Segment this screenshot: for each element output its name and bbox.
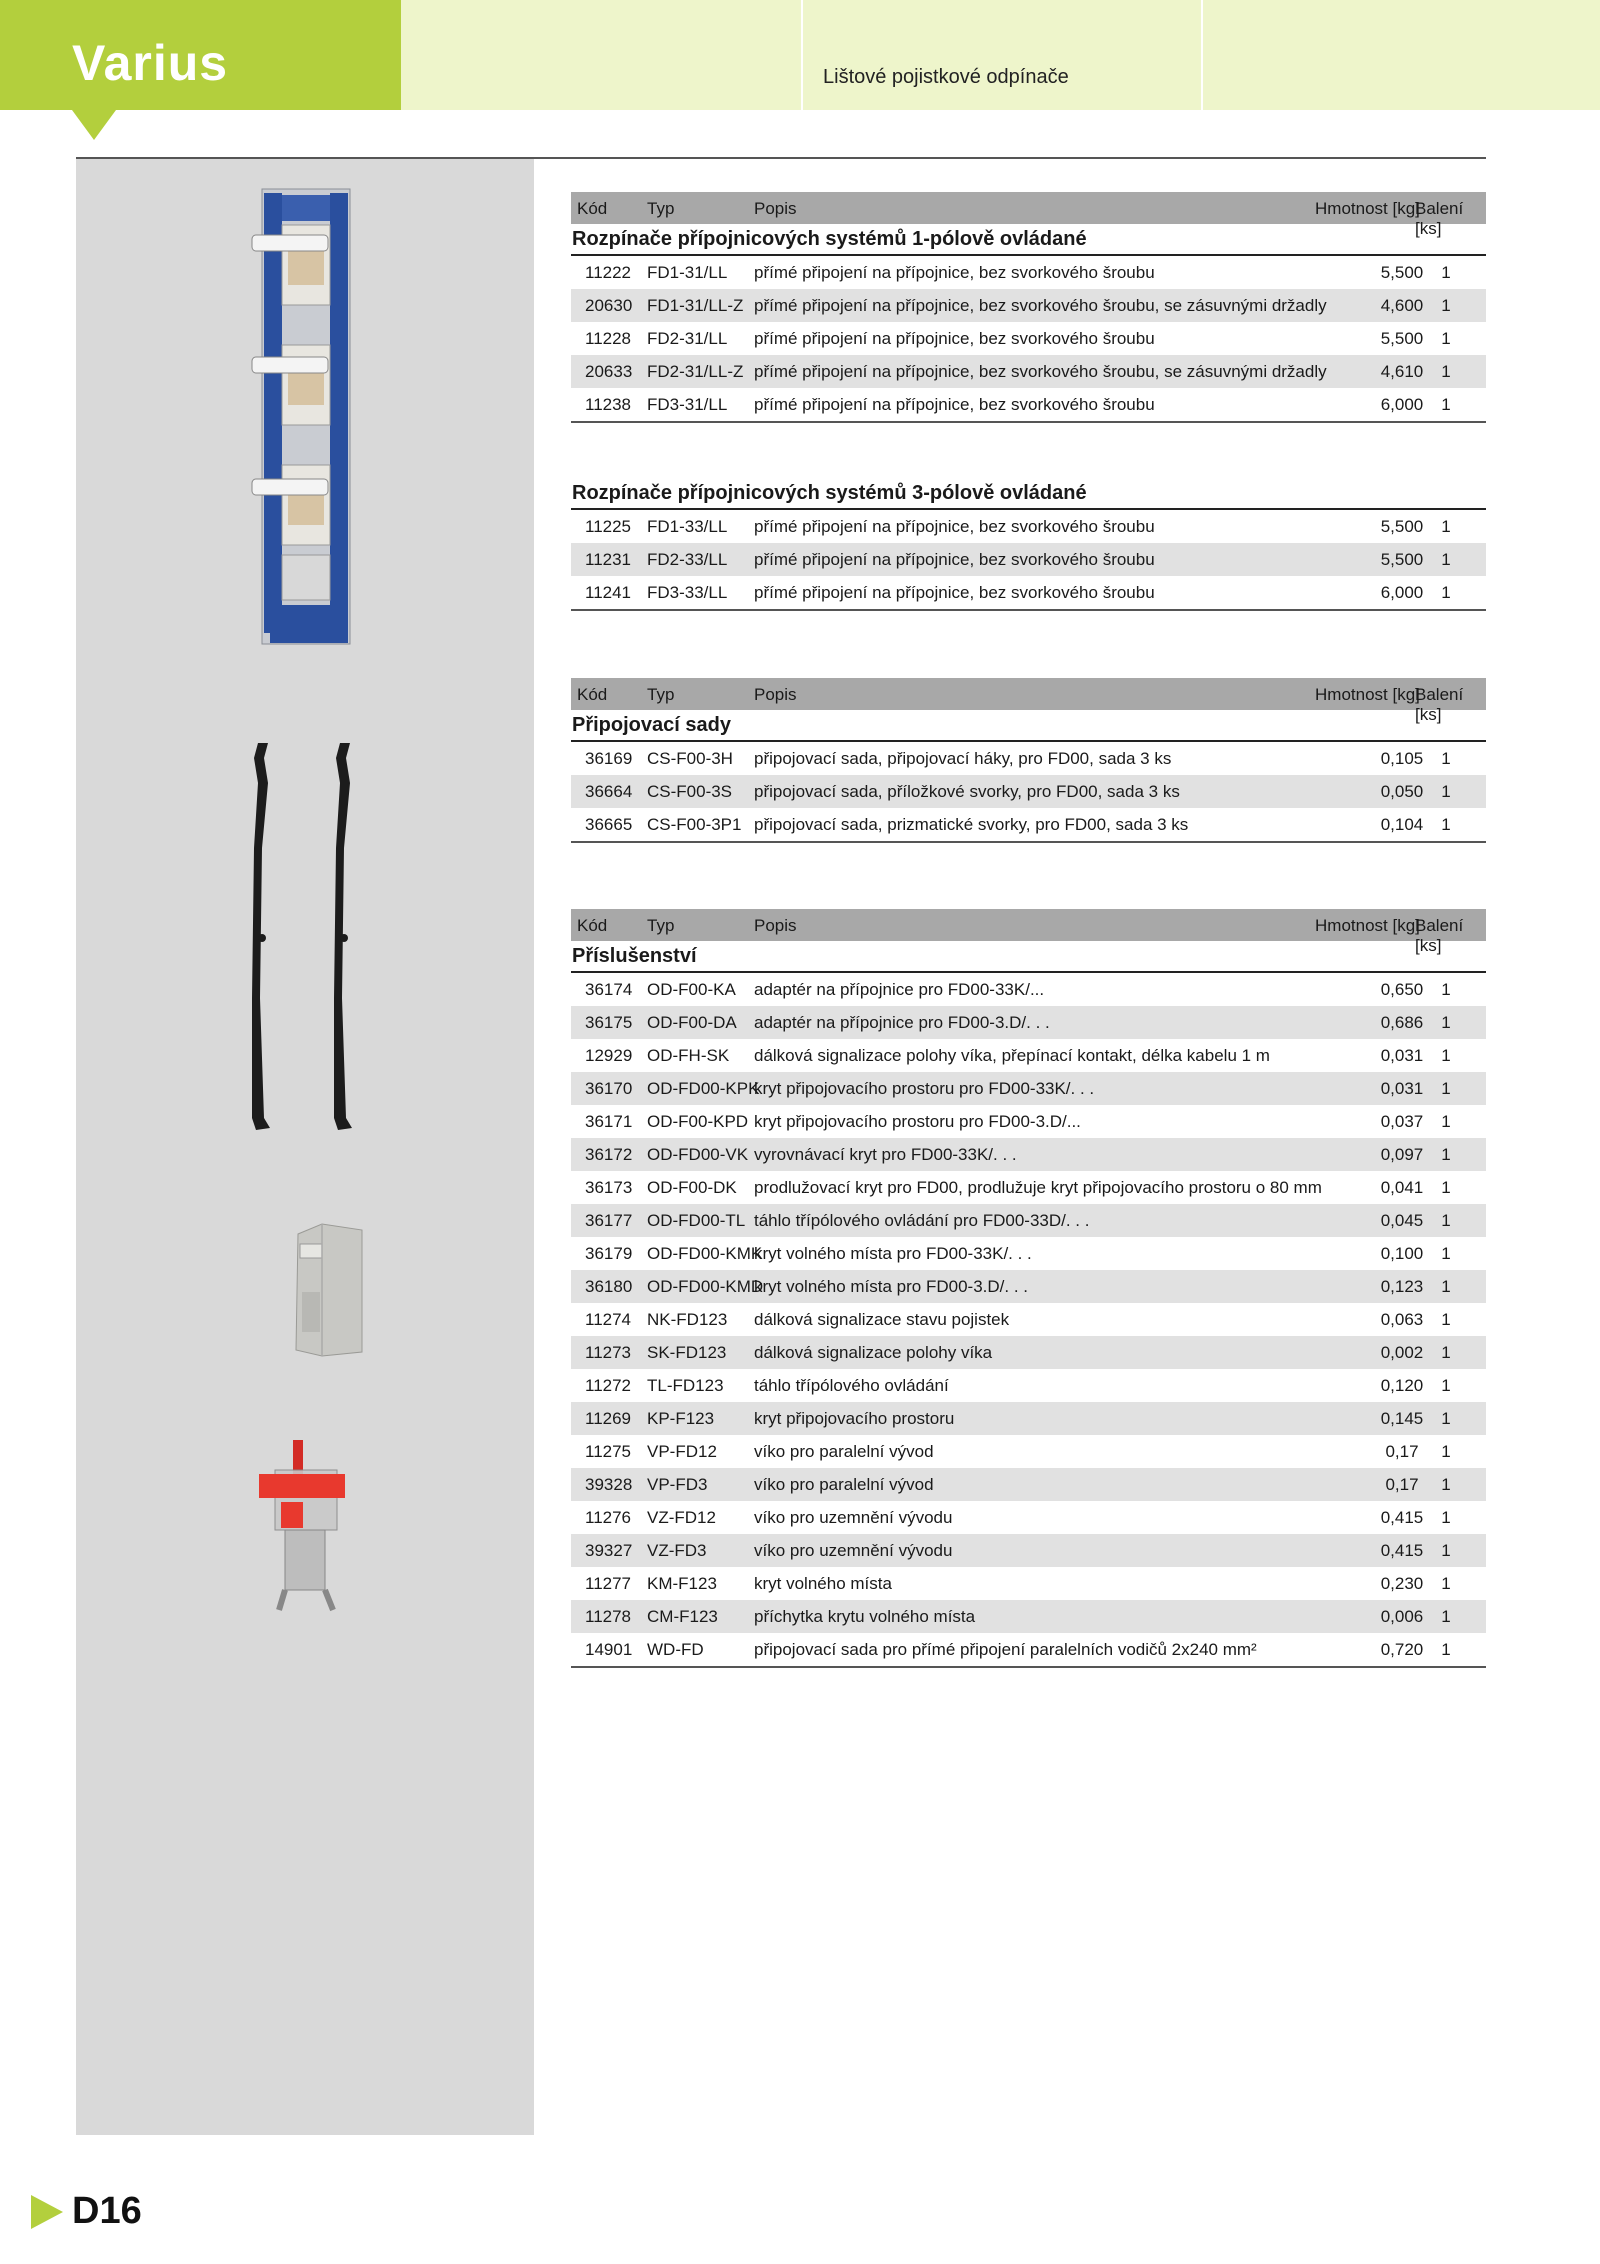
cell-baleni: 1 — [1441, 1409, 1451, 1428]
cell-typ: VZ-FD12 — [647, 1508, 716, 1527]
cell-kod: 36175 — [585, 1013, 633, 1032]
col-popis: Popis — [754, 685, 797, 704]
table-row — [571, 355, 1486, 388]
table-row — [571, 973, 1486, 1006]
cell-popis: připojovací sada, připojovací háky, pro FD00, sada 3 ks — [754, 749, 1172, 768]
cell-kod: 11276 — [585, 1508, 632, 1527]
cell-hmotnost: 6,000 — [1380, 395, 1424, 414]
cell-typ: OD-FD00-VK — [647, 1145, 749, 1164]
cell-typ: CS-F00-3P1 — [647, 815, 742, 834]
cell-popis: přímé připojení na přípojnice, bez svorkového šroubu — [754, 329, 1155, 348]
cell-kod: 11274 — [585, 1310, 632, 1329]
cell-hmotnost: 0,041 — [1380, 1178, 1424, 1197]
cell-baleni: 1 — [1441, 1310, 1451, 1329]
cell-baleni: 1 — [1441, 1013, 1451, 1032]
col-popis: Popis — [754, 199, 797, 218]
table-disconnectors-3pole — [571, 478, 1486, 611]
cell-baleni: 1 — [1441, 329, 1451, 348]
cell-typ: FD2-33/LL — [647, 550, 728, 569]
cell-baleni: 1 — [1441, 1343, 1451, 1362]
section-title: Připojovací sady — [571, 710, 1486, 742]
cell-popis: adaptér na přípojnice pro FD00-3.D/. . . — [754, 1013, 1050, 1032]
header-band — [1203, 0, 1600, 110]
cell-hmotnost: 0,17 — [1385, 1442, 1419, 1461]
cell-popis: dálková signalizace polohy víka — [754, 1343, 993, 1362]
cell-hmotnost: 0,686 — [1380, 1013, 1424, 1032]
table-row — [571, 1435, 1486, 1468]
cell-popis: táhlo třípólového ovládání pro FD00-33D/. . . — [754, 1211, 1090, 1230]
cell-baleni: 1 — [1441, 1112, 1451, 1131]
cell-typ: TL-FD123 — [647, 1376, 724, 1395]
col-hmotnost: Hmotnost [kg] — [1315, 685, 1420, 704]
cell-baleni: 1 — [1441, 1376, 1451, 1395]
cell-hmotnost: 4,600 — [1380, 296, 1424, 315]
cell-hmotnost: 0,037 — [1380, 1112, 1424, 1131]
cell-baleni: 1 — [1441, 1640, 1451, 1659]
cell-typ: CM-F123 — [647, 1607, 718, 1626]
cell-typ: KM-F123 — [647, 1574, 717, 1593]
cell-typ: FD3-31/LL — [647, 395, 728, 414]
cell-popis: víko pro uzemnění vývodu — [754, 1541, 953, 1560]
cell-typ: FD3-33/LL — [647, 583, 728, 602]
cell-kod: 11225 — [585, 517, 632, 536]
cell-popis: přímé připojení na přípojnice, bez svorkového šroubu — [754, 395, 1155, 414]
cell-popis: táhlo třípólového ovládání — [754, 1376, 949, 1395]
cell-kod: 14901 — [585, 1640, 633, 1659]
cell-kod: 11277 — [585, 1574, 632, 1593]
cell-hmotnost: 0,045 — [1380, 1211, 1424, 1230]
cell-popis: příchytka krytu volného místa — [754, 1607, 976, 1626]
cell-baleni: 1 — [1441, 815, 1451, 834]
cell-kod: 11222 — [585, 263, 632, 282]
table-connection-sets — [571, 678, 1486, 843]
cell-hmotnost: 0,123 — [1380, 1277, 1424, 1296]
cell-popis: kryt připojovacího prostoru pro FD00-33K/. . . — [754, 1079, 1095, 1098]
table-row — [571, 322, 1486, 355]
cell-popis: víko pro paralelní vývod — [754, 1475, 934, 1494]
cell-popis: přímé připojení na přípojnice, bez svorkového šroubu — [754, 263, 1155, 282]
cell-baleni: 1 — [1441, 782, 1451, 801]
cell-kod: 36173 — [585, 1178, 633, 1197]
table-header — [571, 909, 1486, 955]
cell-popis: kryt volného místa — [754, 1574, 892, 1593]
table-row — [571, 1336, 1486, 1369]
cell-popis: přímé připojení na přípojnice, bez svorkového šroubu, se zásuvnými držadly — [754, 362, 1327, 381]
cell-typ: OD-FD00-KMK — [647, 1244, 763, 1263]
table-header — [571, 678, 1486, 724]
cell-popis: kryt volného místa pro FD00-33K/. . . — [754, 1244, 1032, 1263]
cell-hmotnost: 5,500 — [1380, 550, 1424, 569]
table-row — [571, 1501, 1486, 1534]
cell-typ: WD-FD — [647, 1640, 704, 1659]
cell-hmotnost: 0,006 — [1380, 1607, 1424, 1626]
cell-kod: 36664 — [585, 782, 633, 801]
table-row — [571, 256, 1486, 289]
cell-hmotnost: 0,031 — [1380, 1046, 1424, 1065]
table-disconnectors-1pole — [571, 192, 1486, 423]
red-handle-accessory-image — [255, 1440, 350, 1615]
col-hmotnost: Hmotnost [kg] — [1315, 199, 1420, 218]
cell-typ: OD-FD00-TL — [647, 1211, 746, 1230]
cell-typ: OD-FD00-KPK — [647, 1079, 760, 1098]
cell-popis: vyrovnávací kryt pro FD00-33K/. . . — [754, 1145, 1017, 1164]
cell-kod: 36172 — [585, 1145, 633, 1164]
cell-baleni: 1 — [1441, 263, 1451, 282]
cell-baleni: 1 — [1441, 1442, 1451, 1461]
cell-kod: 20633 — [585, 362, 633, 381]
cell-popis: kryt připojovacího prostoru — [754, 1409, 955, 1428]
cell-baleni: 1 — [1441, 296, 1451, 315]
cell-hmotnost: 5,500 — [1380, 263, 1424, 282]
table-row — [571, 808, 1486, 841]
cell-typ: SK-FD123 — [647, 1343, 727, 1362]
cell-kod: 36171 — [585, 1112, 633, 1131]
cell-baleni: 1 — [1441, 1079, 1451, 1098]
cell-popis: kryt volného místa pro FD00-3.D/. . . — [754, 1277, 1028, 1296]
table-header — [571, 192, 1486, 238]
cell-baleni: 1 — [1441, 1145, 1451, 1164]
table-row — [571, 1138, 1486, 1171]
cell-kod: 11231 — [585, 550, 632, 569]
cell-baleni: 1 — [1441, 1475, 1451, 1494]
cell-baleni: 1 — [1441, 395, 1451, 414]
cell-hmotnost: 0,100 — [1380, 1244, 1424, 1263]
cell-kod: 39327 — [585, 1541, 633, 1560]
cell-kod: 20630 — [585, 296, 633, 315]
cell-baleni: 1 — [1441, 980, 1451, 999]
cell-baleni: 1 — [1441, 1607, 1451, 1626]
table-row — [571, 1006, 1486, 1039]
cell-typ: FD1-31/LL-Z — [647, 296, 744, 315]
cell-hmotnost: 0,097 — [1380, 1145, 1424, 1164]
page-marker-icon — [31, 2195, 63, 2229]
cell-kod: 11269 — [585, 1409, 632, 1428]
cell-hmotnost: 0,031 — [1380, 1079, 1424, 1098]
cell-popis: dálková signalizace stavu pojistek — [754, 1310, 1010, 1329]
cell-kod: 36169 — [585, 749, 633, 768]
cell-hmotnost: 5,500 — [1380, 517, 1424, 536]
cell-hmotnost: 0,145 — [1380, 1409, 1424, 1428]
cell-baleni: 1 — [1441, 362, 1451, 381]
cell-kod: 11272 — [585, 1376, 632, 1395]
cell-hmotnost: 0,104 — [1380, 815, 1424, 834]
col-hmotnost: Hmotnost [kg] — [1315, 916, 1420, 935]
connection-cover-image — [292, 1222, 364, 1357]
table-row — [571, 1633, 1486, 1666]
col-baleni: Balení [ks] — [1415, 916, 1464, 955]
cell-popis: přímé připojení na přípojnice, bez svorkového šroubu — [754, 517, 1155, 536]
section-title: Příslušenství — [571, 941, 1486, 973]
cell-typ: VP-FD12 — [647, 1442, 717, 1461]
cell-baleni: 1 — [1441, 1244, 1451, 1263]
cell-baleni: 1 — [1441, 583, 1451, 602]
cell-popis: přímé připojení na přípojnice, bez svorkového šroubu — [754, 550, 1155, 569]
cell-kod: 11238 — [585, 395, 632, 414]
table-row — [571, 1369, 1486, 1402]
cell-baleni: 1 — [1441, 517, 1451, 536]
section-title: Rozpínače přípojnicových systémů 1-pólově ovládané — [571, 224, 1486, 256]
cell-hmotnost: 0,415 — [1380, 1508, 1424, 1527]
cell-hmotnost: 6,000 — [1380, 583, 1424, 602]
cell-popis: víko pro uzemnění vývodu — [754, 1508, 953, 1527]
cell-kod: 39328 — [585, 1475, 633, 1494]
table-row — [571, 1039, 1486, 1072]
cell-kod: 11228 — [585, 329, 632, 348]
cell-typ: OD-F00-KPD — [647, 1112, 749, 1131]
table-row — [571, 1270, 1486, 1303]
fuse-disconnector-image — [250, 185, 365, 650]
header-band — [803, 0, 1201, 110]
table-row — [571, 1468, 1486, 1501]
table-row — [571, 1237, 1486, 1270]
cell-popis: přímé připojení na přípojnice, bez svorkového šroubu, se zásuvnými držadly — [754, 296, 1327, 315]
table-row — [571, 510, 1486, 543]
cell-typ: CS-F00-3H — [647, 749, 733, 768]
table-row — [571, 543, 1486, 576]
cell-kod: 12929 — [585, 1046, 633, 1065]
cell-popis: přímé připojení na přípojnice, bez svorkového šroubu — [754, 583, 1155, 602]
brand-title: Varius — [72, 35, 229, 91]
table-row — [571, 1600, 1486, 1633]
table-row — [571, 1105, 1486, 1138]
cell-typ: OD-FD00-KMD — [647, 1277, 764, 1296]
cell-hmotnost: 0,230 — [1380, 1574, 1424, 1593]
table-row — [571, 742, 1486, 775]
cell-baleni: 1 — [1441, 1574, 1451, 1593]
table-row — [571, 388, 1486, 421]
cell-typ: OD-F00-DK — [647, 1178, 737, 1197]
cell-baleni: 1 — [1441, 1046, 1451, 1065]
cell-popis: kryt připojovacího prostoru pro FD00-3.D/... — [754, 1112, 1081, 1131]
col-kod: Kód — [577, 685, 608, 704]
cell-typ: NK-FD123 — [647, 1310, 728, 1329]
table-accessories — [571, 909, 1486, 1668]
cell-hmotnost: 0,120 — [1380, 1376, 1424, 1395]
cell-baleni: 1 — [1441, 550, 1451, 569]
cell-typ: OD-F00-KA — [647, 980, 736, 999]
cell-kod: 36665 — [585, 815, 633, 834]
table-row — [571, 1402, 1486, 1435]
col-kod: Kód — [577, 916, 608, 935]
cell-kod: 36179 — [585, 1244, 633, 1263]
col-kod: Kód — [577, 199, 608, 218]
cell-hmotnost: 0,002 — [1380, 1343, 1424, 1362]
col-typ: Typ — [647, 916, 675, 935]
cell-kod: 11273 — [585, 1343, 632, 1362]
cell-hmotnost: 0,415 — [1380, 1541, 1424, 1560]
cell-kod: 11275 — [585, 1442, 632, 1461]
cell-typ: OD-F00-DA — [647, 1013, 737, 1032]
cell-popis: víko pro paralelní vývod — [754, 1442, 934, 1461]
cell-baleni: 1 — [1441, 1178, 1451, 1197]
page-subtitle: Lištové pojistkové odpínače — [823, 66, 1069, 88]
cell-hmotnost: 0,105 — [1380, 749, 1424, 768]
cell-popis: připojovací sada, příložkové svorky, pro FD00, sada 3 ks — [754, 782, 1180, 801]
cell-typ: VZ-FD3 — [647, 1541, 707, 1560]
cell-hmotnost: 0,17 — [1385, 1475, 1419, 1494]
connection-set-image — [248, 738, 363, 1138]
cell-hmotnost: 0,720 — [1380, 1640, 1424, 1659]
cell-kod: 11278 — [585, 1607, 632, 1626]
cell-popis: prodlužovací kryt pro FD00, prodlužuje kryt připojovacího prostoru o 80 mm — [754, 1178, 1322, 1197]
table-row — [571, 1303, 1486, 1336]
table-row — [571, 1567, 1486, 1600]
col-popis: Popis — [754, 916, 797, 935]
section-title: Rozpínače přípojnicových systémů 3-pólově ovládané — [571, 478, 1486, 510]
cell-baleni: 1 — [1441, 1277, 1451, 1296]
cell-hmotnost: 5,500 — [1380, 329, 1424, 348]
cell-typ: VP-FD3 — [647, 1475, 708, 1494]
cell-baleni: 1 — [1441, 1508, 1451, 1527]
col-typ: Typ — [647, 199, 675, 218]
cell-baleni: 1 — [1441, 1211, 1451, 1230]
header-pointer — [72, 110, 116, 140]
cell-typ: FD1-31/LL — [647, 263, 728, 282]
col-baleni: Balení [ks] — [1415, 199, 1464, 238]
cell-kod: 36170 — [585, 1079, 633, 1098]
cell-typ: FD1-33/LL — [647, 517, 728, 536]
cell-kod: 11241 — [585, 583, 632, 602]
cell-baleni: 1 — [1441, 1541, 1451, 1560]
table-row — [571, 1534, 1486, 1567]
cell-kod: 36180 — [585, 1277, 633, 1296]
col-typ: Typ — [647, 685, 675, 704]
cell-hmotnost: 0,050 — [1380, 782, 1424, 801]
cell-baleni: 1 — [1441, 749, 1451, 768]
cell-hmotnost: 0,650 — [1380, 980, 1424, 999]
table-row — [571, 289, 1486, 322]
table-row — [571, 576, 1486, 609]
cell-typ: KP-F123 — [647, 1409, 715, 1428]
header-band — [401, 0, 801, 110]
cell-typ: OD-FH-SK — [647, 1046, 730, 1065]
cell-typ: CS-F00-3S — [647, 782, 733, 801]
cell-kod: 36177 — [585, 1211, 633, 1230]
cell-hmotnost: 4,610 — [1380, 362, 1424, 381]
table-row — [571, 775, 1486, 808]
col-baleni: Balení [ks] — [1415, 685, 1464, 724]
cell-popis: připojovací sada, prizmatické svorky, pro FD00, sada 3 ks — [754, 815, 1189, 834]
cell-hmotnost: 0,063 — [1380, 1310, 1424, 1329]
page-number: D16 — [72, 2190, 142, 2232]
table-row — [571, 1204, 1486, 1237]
cell-kod: 36174 — [585, 980, 633, 999]
cell-typ: FD2-31/LL-Z — [647, 362, 744, 381]
cell-typ: FD2-31/LL — [647, 329, 728, 348]
table-row — [571, 1171, 1486, 1204]
cell-popis: adaptér na přípojnice pro FD00-33K/... — [754, 980, 1045, 999]
cell-popis: dálková signalizace polohy víka, přepínací kontakt, délka kabelu 1 m — [754, 1046, 1270, 1065]
cell-popis: připojovací sada pro přímé připojení paralelních vodičů 2x240 mm² — [754, 1640, 1257, 1659]
table-row — [571, 1072, 1486, 1105]
